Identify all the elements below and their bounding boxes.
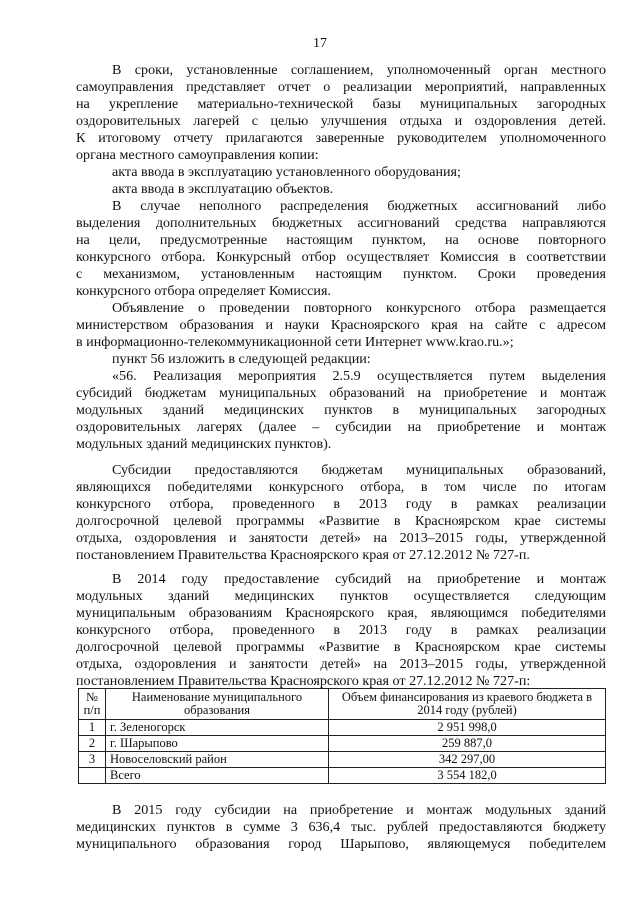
- municipality-name: г. Зеленогорск: [106, 720, 329, 736]
- body-line: В случае неполного распределения бюджетных ассигнований либо: [112, 198, 606, 214]
- body-line: на цели, предусмотренные настоящим пунктом, на основе повторного: [76, 232, 606, 248]
- funding-amount: 259 887,0: [329, 736, 606, 752]
- body-line: В сроки, установленные соглашением, уполномоченный орган местного: [112, 62, 606, 78]
- body-line: муниципальным образованиям Красноярского края, являющимся победителями: [76, 605, 606, 621]
- body-line: долгосрочной целевой программы «Развитие в Красноярском крае системы: [76, 513, 606, 529]
- body-line: В 2015 году субсидии на приобретение и монтаж модульных зданий: [112, 802, 606, 818]
- body-line: модульных зданий медицинских пунктов).: [76, 436, 332, 452]
- table-row: [79, 736, 606, 752]
- body-line: Субсидии предоставляются бюджетам муниципальных образований,: [112, 462, 606, 478]
- body-line: отдыха, оздоровления и занятости детей» на 2013–2015 годы, утвержденной: [76, 530, 606, 546]
- body-line: медицинских пунктов в сумме 3 636,4 тыс. рублей предоставляются бюджету: [76, 819, 606, 835]
- municipality-name: Новоселовский район: [106, 752, 329, 768]
- body-line: конкурсного отбора. Конкурсный отбор осуществляет Комиссия в соответствии: [76, 249, 606, 265]
- body-line: отдыха, оздоровления и занятости детей» на 2013–2015 годы, утвержденной: [76, 656, 606, 672]
- body-line: пункт 56 изложить в следующей редакции:: [112, 351, 371, 367]
- body-line: конкурсного отбора определяет Комиссия.: [76, 283, 331, 299]
- body-line: являющихся победителями конкурсного отбора, в том числе по итогам: [76, 479, 606, 495]
- body-line: постановлением Правительства Красноярского края от 27.12.2012 № 727-п:: [76, 673, 531, 689]
- row-number: 2: [79, 736, 106, 752]
- body-line: с механизмом, установленным настоящим пунктом. Сроки проведения: [76, 266, 606, 282]
- body-line: акта ввода в эксплуатацию установленного оборудования;: [112, 164, 461, 180]
- body-line: конкурсного отбора, проведенного в 2013 году в рамках реализации: [76, 496, 606, 512]
- row-number: 1: [79, 720, 106, 736]
- row-number: [79, 768, 106, 784]
- body-line: постановлением Правительства Красноярского края от 27.12.2012 № 727-п.: [76, 547, 530, 563]
- body-line: Объявление о проведении повторного конкурсного отбора размещается: [112, 300, 606, 316]
- funding-table: [78, 688, 606, 784]
- body-line: выделения дополнительных бюджетных ассигнований средства направляются: [76, 215, 606, 231]
- body-line: акта ввода в эксплуатацию объектов.: [112, 181, 334, 197]
- column-header-number: № п/п: [79, 689, 106, 720]
- body-line: муниципального образования город Шарыпово, являющемуся победителем: [76, 836, 606, 852]
- body-line: оздоровительных лагерях (далее – субсидии на приобретение и монтаж: [76, 419, 606, 435]
- body-line: модульных зданий медицинских пунктов осуществляется следующим: [76, 588, 606, 604]
- column-header-municipality: Наименование муниципального образования: [106, 689, 329, 720]
- column-header-funding: Объем финансирования из краевого бюджета в 2014 году (рублей): [329, 689, 606, 720]
- table-header-row: [79, 689, 606, 720]
- table-row: [79, 720, 606, 736]
- body-line: самоуправления представляет отчет о реализации мероприятий, направленных: [76, 79, 606, 95]
- body-line: на укрепление материально-технической базы муниципальных загородных: [76, 96, 606, 112]
- body-line: К итоговому отчету прилагаются заверенные руководителем уполномоченного: [76, 130, 606, 146]
- body-line: В 2014 году предоставление субсидий на приобретение и монтаж: [112, 571, 606, 587]
- page-number: 17: [312, 35, 328, 51]
- total-label: Всего: [106, 768, 329, 784]
- table-row: [79, 752, 606, 768]
- body-line: долгосрочной целевой программы «Развитие в Красноярском крае системы: [76, 639, 606, 655]
- funding-amount: 2 951 998,0: [329, 720, 606, 736]
- funding-amount: 342 297,00: [329, 752, 606, 768]
- row-number: 3: [79, 752, 106, 768]
- body-line: модульных зданий медицинских пунктов в муниципальных загородных: [76, 402, 606, 418]
- total-amount: 3 554 182,0: [329, 768, 606, 784]
- body-line: «56. Реализация мероприятия 2.5.9 осуществляется путем выделения: [112, 368, 606, 384]
- municipality-name: г. Шарыпово: [106, 736, 329, 752]
- body-line: субсидий бюджетам муниципальных образований на приобретение и монтаж: [76, 385, 606, 401]
- body-line: органа местного самоуправления копии:: [76, 147, 319, 163]
- table-total-row: [79, 768, 606, 784]
- body-line: оздоровительных лагерей с целью улучшения отдыха и оздоровления детей.: [76, 113, 606, 129]
- body-line: в информационно-телекоммуникационной сети Интернет www.krao.ru.»;: [76, 334, 514, 350]
- body-line: конкурсного отбора, проведенного в 2013 году в рамках реализации: [76, 622, 606, 638]
- body-line: министерством образования и науки Красноярского края на сайте с адресом: [76, 317, 606, 333]
